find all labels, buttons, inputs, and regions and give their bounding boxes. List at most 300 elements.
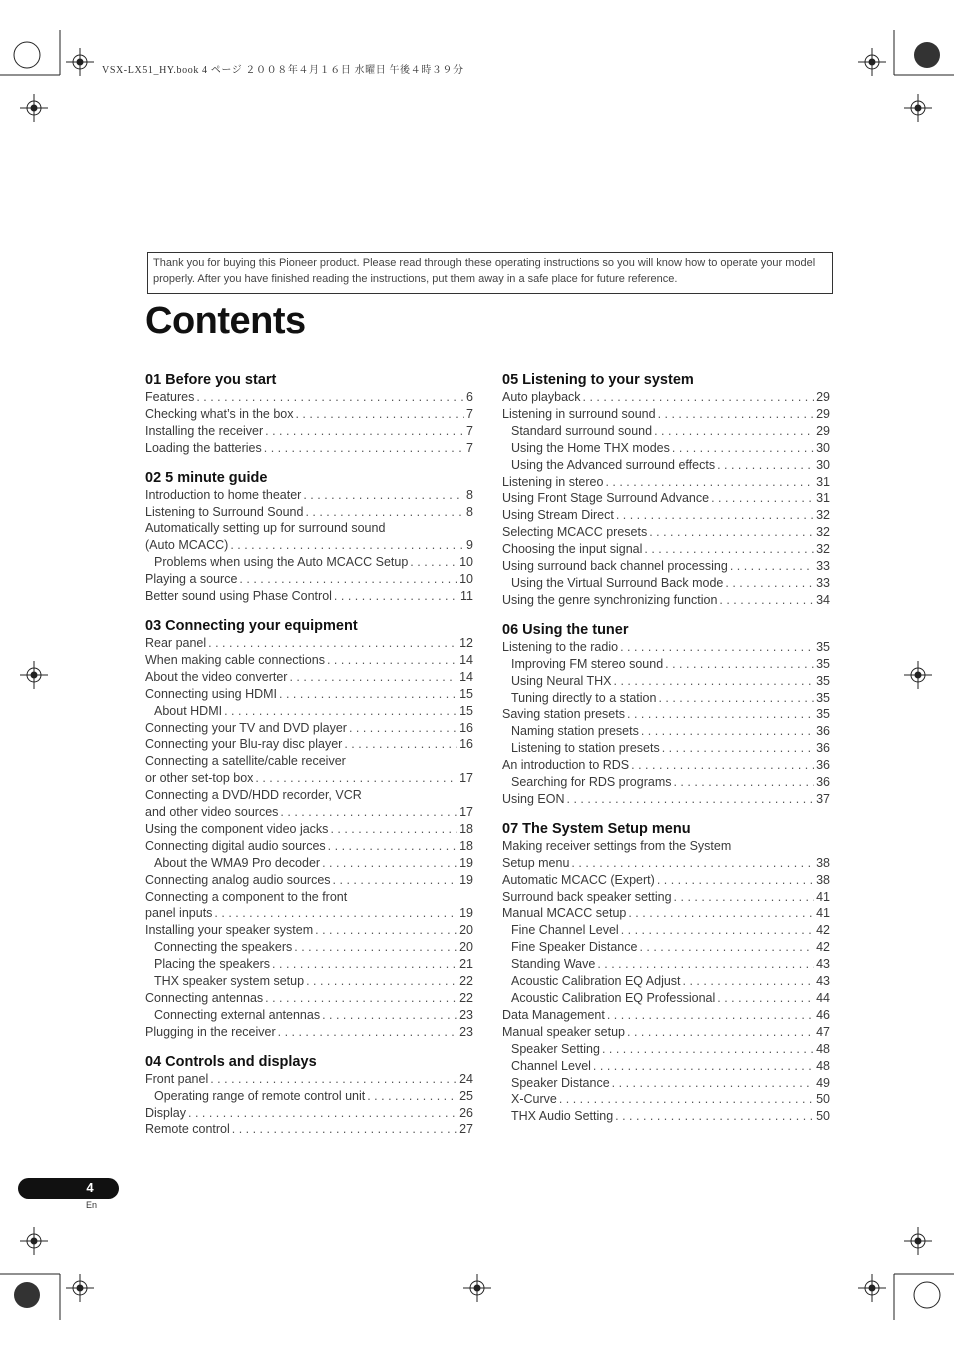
entry-title: THX speaker system setup (154, 974, 305, 989)
toc-entry[interactable] (502, 592, 830, 609)
entry-title: Surround back speaker setting (502, 889, 672, 904)
file-header: VSX-LX51_HY.book 4 ページ ２００８年４月１６日 水曜日 午後４時３９分 (102, 65, 464, 76)
toc-entry[interactable] (145, 753, 473, 770)
dot-leader (658, 406, 815, 423)
entry-title: An introduction to RDS (502, 758, 630, 773)
dot-leader (208, 635, 457, 652)
entry-page: 7 (466, 423, 473, 438)
entry-page: 42 (816, 923, 830, 938)
entry-title: Auto playback (502, 390, 581, 404)
entry-page: 36 (816, 758, 830, 773)
entry-page: 35 (816, 707, 830, 722)
entry-title: Listening in surround sound (502, 406, 656, 421)
toc-entry[interactable] (145, 440, 473, 457)
toc-subentry[interactable] (502, 1058, 830, 1075)
entry-title: Plugging in the receiver (145, 1024, 276, 1039)
toc-subentry[interactable] (145, 1007, 473, 1024)
toc-entry[interactable] (145, 770, 473, 787)
entry-title: Channel Level (511, 1058, 591, 1073)
toc-subentry[interactable] (502, 440, 830, 457)
entry-page: 36 (816, 775, 830, 790)
dot-leader (559, 1091, 814, 1108)
entry-title: Searching for RDS programs (511, 775, 672, 790)
dot-leader (214, 905, 457, 922)
entry-page: 19 (459, 872, 473, 887)
toc-right-column (502, 372, 830, 1138)
entry-title: Connecting digital audio sources (145, 838, 326, 853)
entry-page: 34 (816, 592, 830, 607)
section-heading: 05 Listening to your system (502, 372, 694, 388)
dot-leader (621, 922, 814, 939)
dot-leader (614, 673, 815, 690)
toc-subentry[interactable] (502, 1041, 830, 1058)
dot-leader (567, 791, 815, 808)
entry-page: 31 (816, 474, 830, 489)
entry-title: Placing the speakers (154, 957, 271, 972)
entry-title: Loading the batteries (145, 440, 262, 455)
toc-entry[interactable] (145, 423, 473, 440)
dot-leader (725, 575, 814, 592)
entry-page: 14 (459, 669, 473, 684)
dot-leader (322, 855, 457, 872)
entry-title: Speaker Distance (511, 1075, 610, 1090)
dot-leader (597, 956, 814, 973)
dot-leader (330, 821, 457, 838)
entry-title: Features (145, 390, 195, 404)
entry-page: 47 (816, 1024, 830, 1039)
entry-page: 38 (816, 855, 830, 870)
toc-entry[interactable] (145, 504, 473, 521)
dot-leader (593, 1058, 814, 1075)
toc-entry[interactable] (145, 787, 473, 804)
entry-page: 31 (816, 491, 830, 506)
entry-title: Front panel (145, 1071, 209, 1086)
section-heading: 03 Connecting your equipment (145, 617, 358, 634)
entry-page: 25 (459, 1088, 473, 1103)
toc-subentry[interactable] (502, 457, 830, 474)
entry-title: Connecting a satellite/cable receiver (145, 754, 346, 769)
toc-entry[interactable] (145, 872, 473, 889)
entry-title: Using the Virtual Surround Back mode (511, 575, 724, 590)
toc-subentry[interactable] (502, 1108, 830, 1125)
dot-leader (631, 757, 814, 774)
toc-entry[interactable] (502, 1024, 830, 1041)
entry-title: Checking what’s in the box (145, 406, 294, 421)
toc-entry[interactable] (145, 520, 473, 537)
dot-leader (711, 490, 814, 507)
toc-entry[interactable] (502, 507, 830, 524)
dot-leader (654, 423, 814, 440)
toc-entry[interactable] (145, 1105, 473, 1122)
toc-entry[interactable] (145, 804, 473, 821)
entry-page: 36 (816, 741, 830, 756)
entry-title: Using the genre synchronizing function (502, 592, 718, 607)
entry-page: 46 (816, 1007, 830, 1022)
entry-title: Using Neural THX (511, 673, 612, 688)
entry-title: Standing Wave (511, 957, 596, 972)
dot-leader (410, 554, 457, 571)
toc-entry[interactable] (502, 389, 830, 406)
toc-entry[interactable] (145, 571, 473, 588)
entry-page: 41 (816, 906, 830, 921)
entry-page: 41 (816, 889, 830, 904)
toc-subentry[interactable] (502, 939, 830, 956)
toc-entry[interactable] (145, 588, 473, 605)
entry-title: Connecting external antennas (154, 1007, 321, 1022)
entry-title: Speaker Setting (511, 1041, 600, 1056)
toc-section (502, 372, 830, 609)
entry-title: Playing a source (145, 572, 238, 587)
dot-leader (279, 686, 457, 703)
entry-page: 16 (459, 720, 473, 735)
entry-title: Using the component video jacks (145, 821, 329, 836)
entry-page: 23 (459, 1007, 473, 1022)
entry-title: Acoustic Calibration EQ Adjust (511, 974, 681, 989)
entry-title: X-Curve (511, 1092, 557, 1107)
entry-page: 15 (459, 703, 473, 718)
entry-page: 22 (459, 991, 473, 1005)
toc-entry[interactable] (145, 1024, 473, 1041)
toc-subentry[interactable] (145, 855, 473, 872)
entry-title: Listening in stereo (502, 474, 604, 489)
dot-leader (674, 889, 815, 906)
toc-entry[interactable] (502, 706, 830, 723)
dot-leader (717, 457, 814, 474)
toc-entry[interactable] (145, 1121, 473, 1138)
dot-leader (665, 656, 814, 673)
toc-section (502, 622, 830, 808)
entry-title: Using Front Stage Surround Advance (502, 491, 710, 506)
entry-title: Standard surround sound (511, 423, 653, 438)
toc-subentry[interactable] (145, 703, 473, 720)
entry-title: About HDMI (154, 703, 223, 718)
entry-page: 38 (816, 872, 830, 887)
entry-page: 26 (459, 1105, 473, 1120)
toc-entry[interactable] (502, 872, 830, 889)
toc-entry[interactable] (145, 889, 473, 906)
dot-leader (620, 639, 814, 656)
entry-title: About the video converter (145, 669, 288, 684)
toc-entry[interactable] (502, 541, 830, 558)
entry-title: Manual speaker setup (502, 1024, 625, 1039)
section-heading: 02 5 minute guide (145, 469, 268, 486)
dot-leader (607, 1007, 814, 1024)
entry-page: 48 (816, 1058, 830, 1073)
entry-page: 20 (459, 923, 473, 938)
section-heading: 06 Using the tuner (502, 621, 629, 638)
dot-leader (239, 571, 457, 588)
dot-leader (644, 541, 814, 558)
dot-leader (322, 1007, 457, 1024)
entry-page: 49 (816, 1075, 830, 1090)
toc-entry[interactable] (502, 558, 830, 575)
entry-title: Connecting analog audio sources (145, 872, 331, 887)
toc-entry[interactable] (145, 635, 473, 652)
dot-leader (327, 652, 457, 669)
dot-leader (658, 690, 814, 707)
entry-title: Display (145, 1105, 186, 1120)
entry-page: 29 (816, 390, 830, 404)
entry-page: 19 (459, 855, 473, 870)
dot-leader (657, 872, 814, 889)
entry-page: 7 (466, 406, 473, 421)
entry-title: Listening to Surround Sound (145, 504, 304, 519)
toc-entry[interactable] (502, 490, 830, 507)
toc-subentry[interactable] (145, 973, 473, 990)
entry-title: Connecting the speakers (154, 940, 293, 955)
dot-leader (627, 1024, 814, 1041)
toc-subentry[interactable] (502, 973, 830, 990)
toc-entry[interactable] (145, 686, 473, 703)
dot-leader (196, 389, 464, 406)
entry-page: 9 (466, 538, 473, 553)
entry-page: 12 (459, 635, 473, 650)
dot-leader (349, 720, 457, 737)
toc-section (145, 372, 473, 457)
toc-section (145, 618, 473, 1041)
dot-leader (305, 504, 464, 521)
dot-leader (334, 588, 458, 605)
entry-title: Saving station presets (502, 707, 625, 722)
entry-page: 19 (459, 906, 473, 921)
toc-entry[interactable] (502, 524, 830, 541)
toc-entry[interactable] (502, 1007, 830, 1024)
entry-title: Choosing the input signal (502, 542, 643, 557)
section-heading: 07 The System Setup menu (502, 820, 691, 837)
entry-title: Using the Advanced surround effects (511, 457, 716, 472)
toc-left-column (145, 372, 473, 1151)
toc-entry[interactable] (145, 669, 473, 686)
entry-page: 22 (459, 974, 473, 989)
dot-leader (272, 956, 457, 973)
dot-leader (571, 855, 814, 872)
toc-entry[interactable] (145, 922, 473, 939)
entry-title: Automatically setting up for surround sound (145, 521, 386, 536)
entry-title: Using Stream Direct (502, 508, 614, 523)
entry-title: Listening to station presets (511, 741, 660, 756)
toc-entry[interactable] (502, 474, 830, 491)
dot-leader (210, 1071, 457, 1088)
entry-page: 8 (466, 487, 473, 502)
entry-title: Data Management (502, 1007, 605, 1022)
toc-entry[interactable] (145, 821, 473, 838)
section-heading: 01 Before you start (145, 372, 277, 388)
entry-page: 43 (816, 974, 830, 989)
toc-entry[interactable] (145, 720, 473, 737)
entry-title: Fine Channel Level (511, 923, 619, 938)
entry-title: panel inputs (145, 906, 213, 921)
toc-subentry[interactable] (502, 423, 830, 440)
toc-subentry[interactable] (502, 922, 830, 939)
entry-title: Installing the receiver (145, 423, 264, 438)
page-language: En (86, 1200, 98, 1210)
entry-page: 10 (459, 555, 473, 570)
dot-leader (615, 1108, 814, 1125)
page-number: 4 (86, 1180, 94, 1195)
entry-title: Installing your speaker system (145, 923, 314, 938)
entry-title: Rear panel (145, 635, 207, 650)
toc-entry[interactable] (145, 406, 473, 423)
entry-page: 29 (816, 423, 830, 438)
dot-leader (306, 973, 457, 990)
entry-title: Improving FM stereo sound (511, 656, 664, 671)
entry-title: or other set-top box (145, 771, 254, 786)
toc-entry[interactable] (145, 990, 473, 1007)
toc-entry[interactable] (145, 1071, 473, 1088)
entry-page: 35 (816, 673, 830, 688)
dot-leader (315, 922, 457, 939)
entry-page: 21 (459, 957, 473, 972)
entry-title: Remote control (145, 1122, 230, 1137)
dot-leader (333, 872, 458, 889)
entry-title: Listening to the radio (502, 639, 619, 654)
entry-title: Better sound using Phase Control (145, 589, 332, 604)
entry-title: Connecting antennas (145, 991, 264, 1005)
entry-title: Tuning directly to a station (511, 690, 657, 705)
toc-subentry[interactable] (502, 990, 830, 1007)
toc-subentry[interactable] (145, 1088, 473, 1105)
entry-title: Connecting using HDMI (145, 686, 278, 701)
entry-page: 6 (466, 390, 473, 404)
dot-leader (605, 474, 814, 491)
entry-page: 35 (816, 656, 830, 671)
entry-page: 16 (459, 737, 473, 752)
entry-page: 8 (466, 504, 473, 519)
entry-title: Using the Home THX modes (511, 440, 670, 455)
entry-title: Making receiver settings from the System (502, 838, 732, 853)
toc-entry[interactable] (502, 905, 830, 922)
dot-leader (278, 1024, 457, 1041)
toc-entry[interactable] (145, 487, 473, 504)
entry-page: 35 (816, 690, 830, 705)
dot-leader (188, 1105, 457, 1122)
dot-leader (627, 706, 814, 723)
toc-subentry[interactable] (502, 1091, 830, 1108)
entry-page: 20 (459, 940, 473, 955)
entry-page: 44 (816, 991, 830, 1005)
toc-subentry[interactable] (145, 956, 473, 973)
toc-subentry[interactable] (502, 740, 830, 757)
toc-entry[interactable] (502, 757, 830, 774)
page-title: Contents (145, 300, 306, 342)
entry-page: 36 (816, 724, 830, 739)
entry-page: 50 (816, 1109, 830, 1124)
entry-page: 18 (459, 821, 473, 836)
toc-subentry[interactable] (502, 956, 830, 973)
toc-subentry[interactable] (502, 774, 830, 791)
toc-subentry[interactable] (502, 656, 830, 673)
dot-leader (303, 487, 464, 504)
entry-page: 33 (816, 575, 830, 590)
dot-leader (673, 774, 814, 791)
entry-page: 32 (816, 542, 830, 557)
dot-leader (583, 389, 815, 406)
dot-leader (719, 592, 814, 609)
entry-title: THX Audio Setting (511, 1109, 614, 1124)
dot-leader (717, 990, 814, 1007)
dot-leader (672, 440, 814, 457)
dot-leader (265, 990, 457, 1007)
dot-leader (265, 423, 464, 440)
entry-title: Operating range of remote control unit (154, 1088, 366, 1103)
dot-leader (295, 406, 464, 423)
page-number-tab (18, 1178, 119, 1199)
toc-entry[interactable] (145, 838, 473, 855)
toc-entry[interactable] (145, 905, 473, 922)
dot-leader (328, 838, 457, 855)
entry-title: Fine Speaker Distance (511, 940, 638, 955)
dot-leader (602, 1041, 814, 1058)
toc-entry[interactable] (502, 855, 830, 872)
dot-leader (280, 804, 457, 821)
toc-subentry[interactable] (502, 690, 830, 707)
entry-page: 37 (816, 791, 830, 806)
toc-entry[interactable] (145, 389, 473, 406)
toc-entry[interactable] (145, 736, 473, 753)
entry-title: Connecting a DVD/HDD recorder, VCR (145, 788, 362, 803)
entry-title: (Auto MCACC) (145, 538, 229, 553)
toc-subentry[interactable] (502, 575, 830, 592)
entry-page: 42 (816, 940, 830, 955)
entry-page: 24 (459, 1071, 473, 1086)
toc-entry[interactable] (502, 838, 830, 855)
entry-title: Setup menu (502, 855, 570, 870)
entry-page: 18 (459, 838, 473, 853)
entry-page: 50 (816, 1092, 830, 1107)
dot-leader (662, 740, 814, 757)
entry-page: 32 (816, 525, 830, 540)
intro-box (147, 252, 833, 294)
intro-text: Thank you for buying this Pioneer product. Please read through these operating instructions so you will know how to operate your model properly. After you have finished reading the instructions, put them away in a safe place for future reference. (153, 257, 816, 285)
entry-page: 29 (816, 406, 830, 421)
entry-page: 30 (816, 457, 830, 472)
dot-leader (616, 507, 814, 524)
toc-entry[interactable] (145, 537, 473, 554)
dot-leader (232, 1121, 457, 1138)
toc-entry[interactable] (502, 889, 830, 906)
toc-subentry[interactable] (145, 554, 473, 571)
entry-page: 15 (459, 686, 473, 701)
entry-page: 14 (459, 652, 473, 667)
entry-title: Connecting a component to the front (145, 889, 348, 904)
entry-title: Manual MCACC setup (502, 906, 627, 921)
toc-subentry[interactable] (502, 1075, 830, 1092)
toc-entry[interactable] (145, 652, 473, 669)
toc-entry[interactable] (502, 639, 830, 656)
entry-title: Automatic MCACC (Expert) (502, 872, 655, 887)
entry-page: 7 (466, 440, 473, 455)
dot-leader (649, 524, 814, 541)
dot-leader (367, 1088, 457, 1105)
toc-subentry[interactable] (145, 939, 473, 956)
entry-title: Problems when using the Auto MCACC Setup (154, 555, 409, 570)
toc-entry[interactable] (502, 406, 830, 423)
dot-leader (289, 669, 457, 686)
dot-leader (730, 558, 814, 575)
entry-title: About the WMA9 Pro decoder (154, 855, 321, 870)
entry-title: Using surround back channel processing (502, 559, 728, 574)
toc-subentry[interactable] (502, 723, 830, 740)
dot-leader (628, 905, 814, 922)
entry-page: 10 (459, 572, 473, 587)
entry-title: Selecting MCACC presets (502, 525, 648, 540)
dot-leader (683, 973, 815, 990)
entry-page: 17 (459, 771, 473, 786)
section-heading: 04 Controls and displays (145, 1053, 317, 1070)
toc-subentry[interactable] (502, 673, 830, 690)
toc-entry[interactable] (502, 791, 830, 808)
entry-title: Introduction to home theater (145, 487, 302, 502)
